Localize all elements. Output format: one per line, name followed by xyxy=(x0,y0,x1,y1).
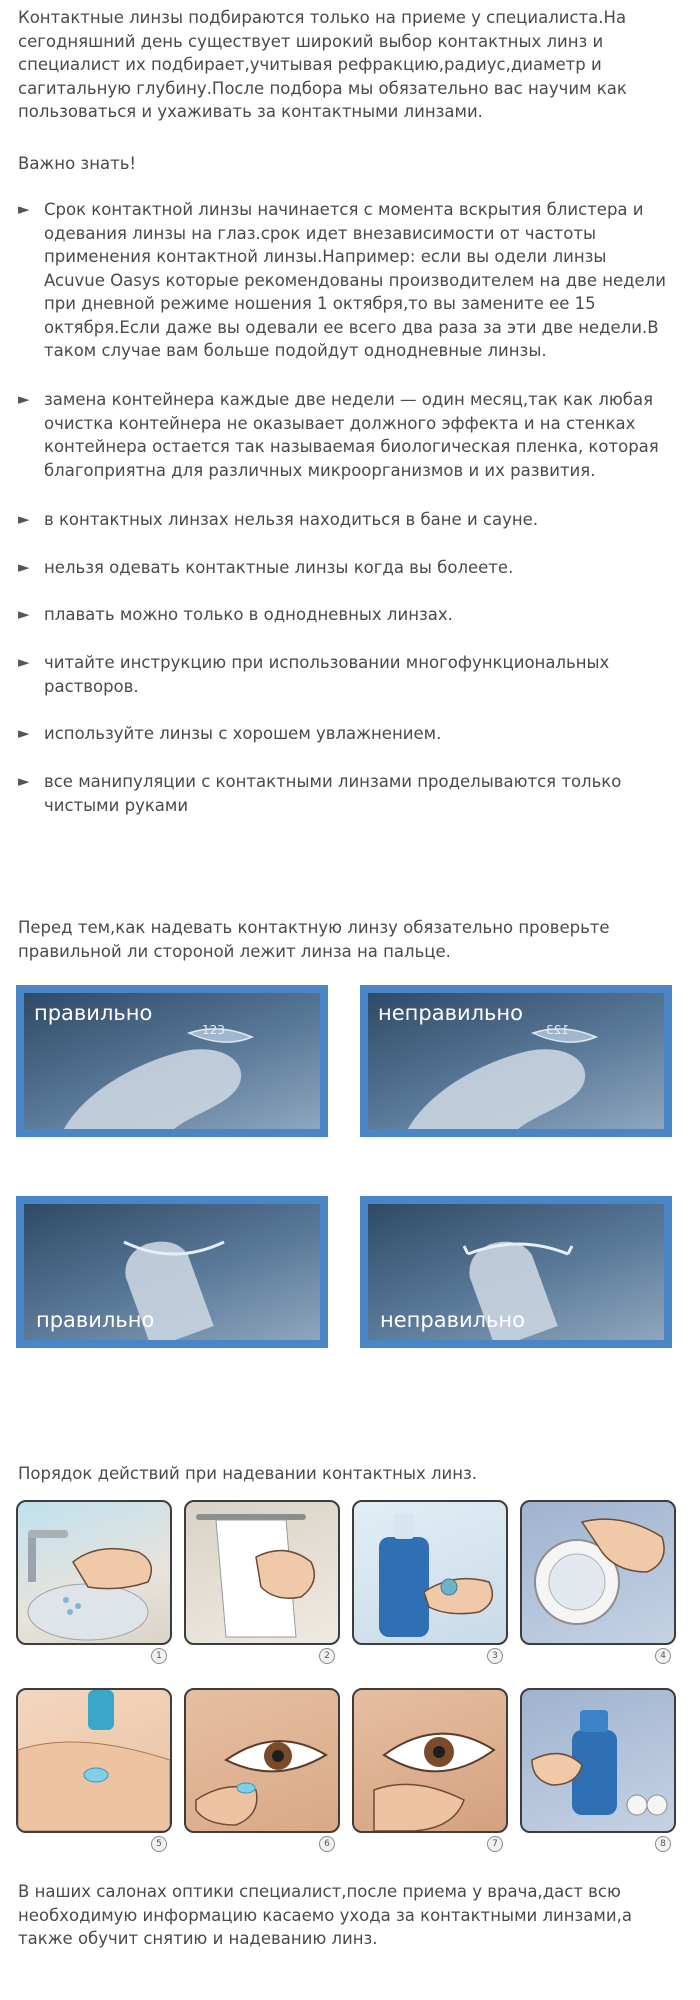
step-number-badge: 4 xyxy=(655,1648,671,1664)
step-number-badge: 7 xyxy=(487,1836,503,1852)
step-1-washing-hands xyxy=(16,1500,172,1645)
bullet-text: используйте линзы с хорошем увлажнением. xyxy=(44,724,442,743)
bullet-text: нельзя одевать контактные линзы когда вы болеете. xyxy=(44,558,514,577)
intro-paragraph: Контактные линзы подбираются только на приеме у специалиста.На сегодняшний день существует широкий выбор контактных линз и специалист их подбирает,учитывая рефракцию,радиус,диаметр и сагитальную глубину.После подбора мы обязательно вас научим как пользоваться и ухаживать за контактными линзами. xyxy=(18,8,627,121)
bullet-text: плавать можно только в однодневных линзах. xyxy=(44,605,453,624)
bullet-arrow-icon: ► xyxy=(18,558,30,576)
step-number-badge: 6 xyxy=(319,1836,335,1852)
step-8-closing-case xyxy=(520,1688,676,1833)
steps-heading: Порядок действий при надевании контактных линз. xyxy=(18,1464,478,1483)
bullet-text: все манипуляции с контактными линзами проделываются только чистыми руками xyxy=(44,772,622,815)
step-4-lens-case xyxy=(520,1500,676,1645)
panel-correct-side xyxy=(16,985,328,1137)
lens-case-illustration xyxy=(522,1502,674,1643)
bullet-arrow-icon: ► xyxy=(18,200,30,218)
bullet-arrow-icon: ► xyxy=(18,390,30,408)
panel-label: правильно xyxy=(34,1001,153,1025)
lens-mark: 123 xyxy=(202,1023,225,1037)
step-number-badge: 5 xyxy=(151,1836,167,1852)
lens-on-finger-illustration xyxy=(18,1690,170,1831)
step-number-badge: 8 xyxy=(655,1836,671,1852)
bullet-arrow-icon: ► xyxy=(18,724,30,742)
step-3-solution-bottle xyxy=(352,1500,508,1645)
towel-illustration xyxy=(186,1502,338,1643)
panel-wrong-profile xyxy=(360,1196,672,1348)
step-number-badge: 1 xyxy=(151,1648,167,1664)
panel-label: неправильно xyxy=(380,1308,525,1332)
panel-label: правильно xyxy=(36,1308,155,1332)
solution-bottle-illustration xyxy=(354,1502,506,1643)
bullet-text: читайте инструкцию при использовании многофункциональных растворов. xyxy=(44,653,610,696)
important-heading: Важно знать! xyxy=(18,154,137,173)
bullet-text: Срок контактной линзы начинается с момента вскрытия блистера и одевания линзы на глаз.срок идет внезависимости от частоты применения контактной линзы.Например: если вы одели линзы Acuvue Oasys которые рекомендованы производителем на две недели при дневной режиме ношения 1 октября,то вы замените ее 15 октября.Если даже вы одевали ее всего два раза за эти две недели.В таком случае вам больше подойдут однодневные линзы. xyxy=(44,200,666,360)
panel-wrong-side xyxy=(360,985,672,1137)
panel-correct-profile xyxy=(16,1196,328,1348)
step-number-badge: 2 xyxy=(319,1648,335,1664)
step-number-badge: 3 xyxy=(487,1648,503,1664)
panel-label: неправильно xyxy=(378,1001,523,1025)
washing-hands-illustration xyxy=(18,1502,170,1643)
step-7-placing-lens xyxy=(352,1688,508,1833)
bullet-arrow-icon: ► xyxy=(18,653,30,671)
bottle-and-case-illustration xyxy=(522,1690,674,1831)
bullet-arrow-icon: ► xyxy=(18,510,30,528)
bullet-text: замена контейнера каждые две недели — один месяц,так как любая очистка контейнера не оказывает должного эффекта и на стенках контейнера остается так называемая биологическая пленка, которая благоприятна для различных микроорганизмов и их развития. xyxy=(44,390,659,480)
eye-illustration xyxy=(186,1690,338,1831)
bullet-arrow-icon: ► xyxy=(18,772,30,790)
eye-with-lens-illustration xyxy=(354,1690,506,1831)
bullet-arrow-icon: ► xyxy=(18,605,30,623)
step-6-pulling-eyelid xyxy=(184,1688,340,1833)
step-2-drying-hands xyxy=(184,1500,340,1645)
check-instruction: Перед тем,как надевать контактную линзу обязательно проверьте правильной ли стороной лежит линза на пальце. xyxy=(18,918,610,961)
outro-paragraph: В наших салонах оптики специалист,после приема у врача,даст всю необходимую информацию касаемо ухода за контактными линзами,а также обучит снятию и надеванию линз. xyxy=(18,1882,632,1948)
lens-mark-mirrored: 123 xyxy=(546,1023,569,1037)
step-5-lens-on-finger xyxy=(16,1688,172,1833)
bullet-text: в контактных линзах нельзя находиться в бане и сауне. xyxy=(44,510,539,529)
